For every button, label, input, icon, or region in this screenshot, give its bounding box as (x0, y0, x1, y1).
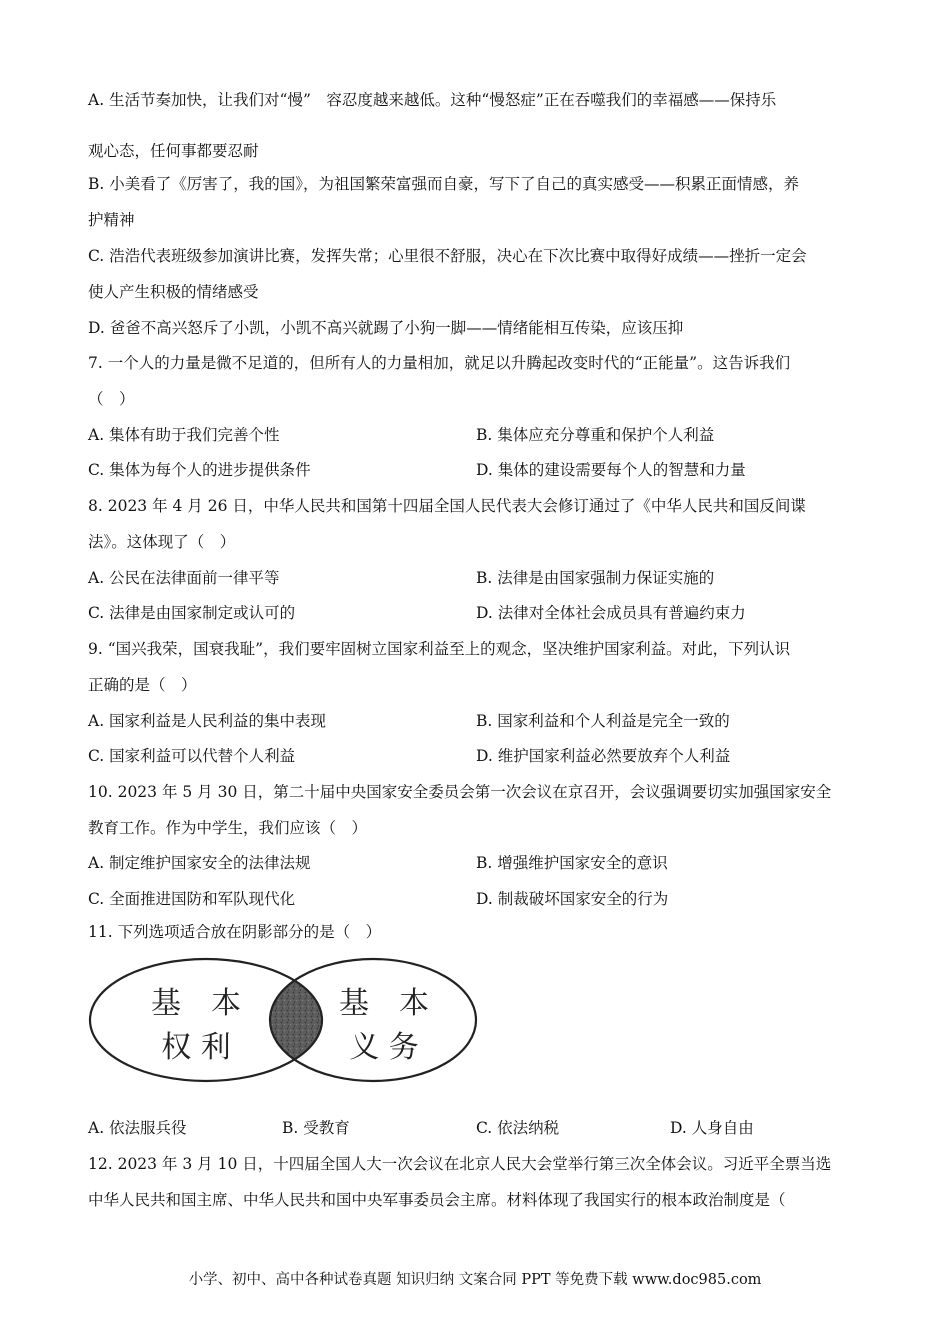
q10-stem-line1: 10. 2023 年 5 月 30 日，第二十届中央国家安全委员会第一次会议在京召开，会议强调要切实加强国家安全 (88, 783, 832, 801)
q8-option-a: A. 公民在法律面前一律平等 (88, 569, 280, 587)
q11-option-d: D. 人身自由 (670, 1119, 754, 1137)
q12-stem-line2: 中华人民共和国主席、中华人民共和国中央军事委员会主席。材料体现了我国实行的根本政治制度是（ (88, 1191, 786, 1209)
q10-option-b: B. 增强维护国家安全的意识 (476, 854, 668, 872)
q8-option-d: D. 法律对全体社会成员具有普遍约束力 (476, 604, 746, 622)
q7-option-c: C. 集体为每个人的进步提供条件 (88, 461, 311, 479)
q7-option-a: A. 集体有助于我们完善个性 (88, 426, 280, 444)
q12-stem-line1: 12. 2023 年 3 月 10 日，十四届全国人大一次会议在北京人民大会堂举行第三次全体会议。习近平全票当选 (88, 1155, 832, 1173)
q8-option-c: C. 法律是由国家制定或认可的 (88, 604, 296, 622)
q8-stem-line1: 8. 2023 年 4 月 26 日，中华人民共和国第十四届全国人民代表大会修订通过了《中华人民共和国反间谍 (88, 497, 806, 515)
q6-option-a-line1: A. 生活节奏加快，让我们对“慢” 容忍度越来越低。这种“慢怒症”正在吞噬我们的幸福感——保持乐 (88, 91, 777, 109)
q7-option-d: D. 集体的建设需要每个人的智慧和力量 (476, 461, 746, 479)
q10-stem-line2: 教育工作。作为中学生，我们应该（ ） (88, 819, 368, 837)
q10-option-a: A. 制定维护国家安全的法律法规 (88, 854, 311, 872)
q7-stem-line2: （ ） (88, 390, 135, 408)
q6-option-a-line2: 观心态，任何事都要忍耐 (88, 142, 259, 160)
q9-option-a: A. 国家利益是人民利益的集中表现 (88, 712, 327, 730)
venn-diagram (88, 955, 478, 1085)
page-footer: 小学、初中、高中各种试卷真题 知识归纳 文案合同 PPT 等免费下载 www.doc985.com (188, 1272, 762, 1288)
q6-option-d: D. 爸爸不高兴怒斥了小凯，小凯不高兴就踢了小狗一脚——情绪能相互传染，应该压抑 (88, 319, 684, 337)
q11-option-a: A. 依法服兵役 (88, 1119, 187, 1137)
q6-option-b-line2: 护精神 (88, 211, 135, 229)
q9-option-b: B. 国家利益和个人利益是完全一致的 (476, 712, 730, 730)
q8-stem-line2: 法》。这体现了（ ） (88, 533, 236, 551)
q9-option-d: D. 维护国家利益必然要放弃个人利益 (476, 747, 731, 765)
venn-right-label-2: 义 务 (349, 1030, 419, 1065)
venn-left-label-1: 基 本 (151, 986, 241, 1021)
q6-option-b-line1: B. 小美看了《厉害了，我的国》，为祖国繁荣富强而自豪，写下了自己的真实感受——积累正面情感，养 (88, 175, 799, 193)
q9-stem-line2: 正确的是（ ） (88, 676, 197, 694)
q10-option-d: D. 制裁破坏国家安全的行为 (476, 890, 669, 908)
q10-option-c: C. 全面推进国防和军队现代化 (88, 890, 296, 908)
q11-stem: 11. 下列选项适合放在阴影部分的是（ ） (88, 923, 382, 941)
q9-stem-line1: 9. “国兴我荣，国衰我耻”，我们要牢固树立国家利益至上的观念，坚决维护国家利益。对此，下列认识 (88, 640, 791, 658)
q8-option-b: B. 法律是由国家强制力保证实施的 (476, 569, 715, 587)
q7-stem-line1: 7. 一个人的力量是微不足道的，但所有人的力量相加，就足以升腾起改变时代的“正能量”。这告诉我们 (88, 354, 791, 372)
q6-option-c-line2: 使人产生积极的情绪感受 (88, 283, 259, 301)
q6-option-c-line1: C. 浩浩代表班级参加演讲比赛，发挥失常；心里很不舒服，决心在下次比赛中取得好成绩——挫折一定会 (88, 247, 807, 265)
venn-left-label-2: 权 利 (161, 1030, 231, 1065)
q11-option-b: B. 受教育 (282, 1119, 350, 1137)
q9-option-c: C. 国家利益可以代替个人利益 (88, 747, 296, 765)
venn-right-label-1: 基 本 (339, 986, 429, 1021)
q7-option-b: B. 集体应充分尊重和保护个人利益 (476, 426, 715, 444)
q11-option-c: C. 依法纳税 (476, 1119, 560, 1137)
